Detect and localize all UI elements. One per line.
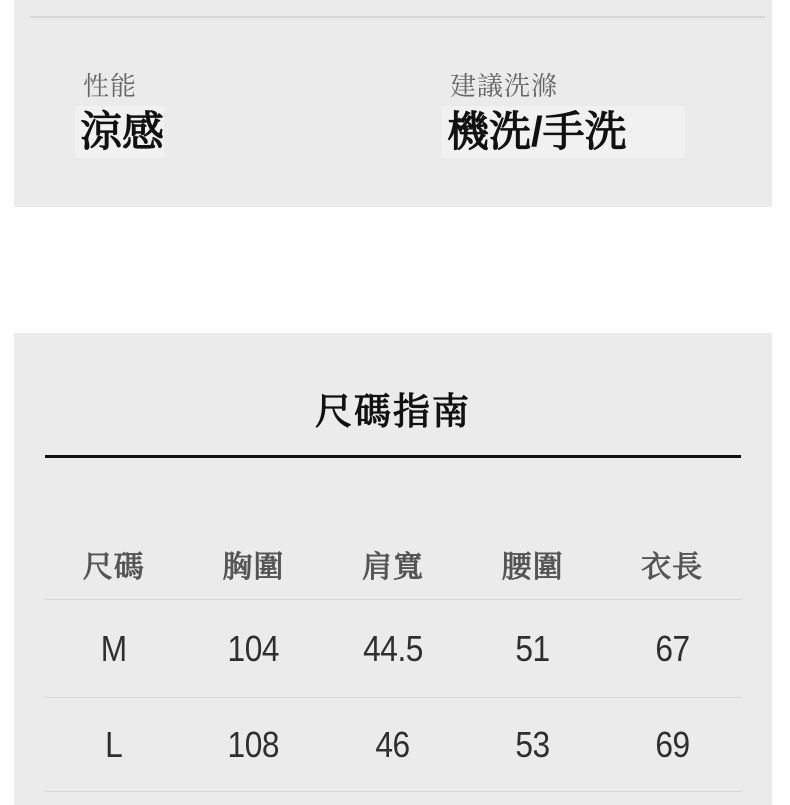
info-value xyxy=(80,106,165,158)
cell-value: 69 xyxy=(654,723,690,765)
size-table-cell xyxy=(44,698,184,791)
cell-value: L xyxy=(105,723,123,765)
size-table-cell xyxy=(602,698,742,791)
info-label: 建議洗滌 xyxy=(450,71,559,101)
size-table-cell xyxy=(184,698,324,791)
size-table-header-size: 尺碼 xyxy=(82,550,145,584)
size-table xyxy=(44,528,742,792)
size-table-cell xyxy=(602,600,742,697)
cell-value: 67 xyxy=(654,627,690,669)
size-table-cell xyxy=(323,698,463,791)
cell-value: 104 xyxy=(227,627,280,669)
size-table-row-l xyxy=(44,698,742,792)
cell-value: 44.5 xyxy=(363,627,423,669)
info-field-washing xyxy=(447,71,685,158)
size-table-cell xyxy=(323,600,463,697)
size-table-cell xyxy=(463,698,603,791)
cell-value: M xyxy=(100,627,127,669)
size-table-cell xyxy=(184,600,324,697)
size-table-header-waist: 腰圍 xyxy=(501,550,564,584)
info-value-text: 涼感 xyxy=(75,106,164,158)
cell-value: 46 xyxy=(375,723,411,765)
cell-value: 51 xyxy=(515,627,550,669)
size-guide-title: 尺碼指南 xyxy=(315,391,471,432)
title-underline xyxy=(45,455,741,458)
info-field-performance xyxy=(80,71,165,158)
size-table-header-chest: 胸圍 xyxy=(222,550,285,584)
size-table-cell xyxy=(44,600,184,697)
info-value xyxy=(447,106,685,158)
cell-value: 108 xyxy=(227,723,280,765)
size-guide-panel xyxy=(14,333,772,805)
size-table-header-shoulder: 肩寬 xyxy=(361,550,424,584)
size-table-cell xyxy=(463,600,603,697)
cell-value: 53 xyxy=(515,723,550,765)
info-value-text: 機洗/手洗 xyxy=(442,106,685,158)
section-divider xyxy=(30,16,765,18)
size-table-header-row xyxy=(44,528,742,600)
product-info-panel xyxy=(14,0,772,207)
size-table-header-length: 衣長 xyxy=(641,550,704,584)
size-table-row-m xyxy=(44,600,742,698)
info-label: 性能 xyxy=(83,71,138,101)
